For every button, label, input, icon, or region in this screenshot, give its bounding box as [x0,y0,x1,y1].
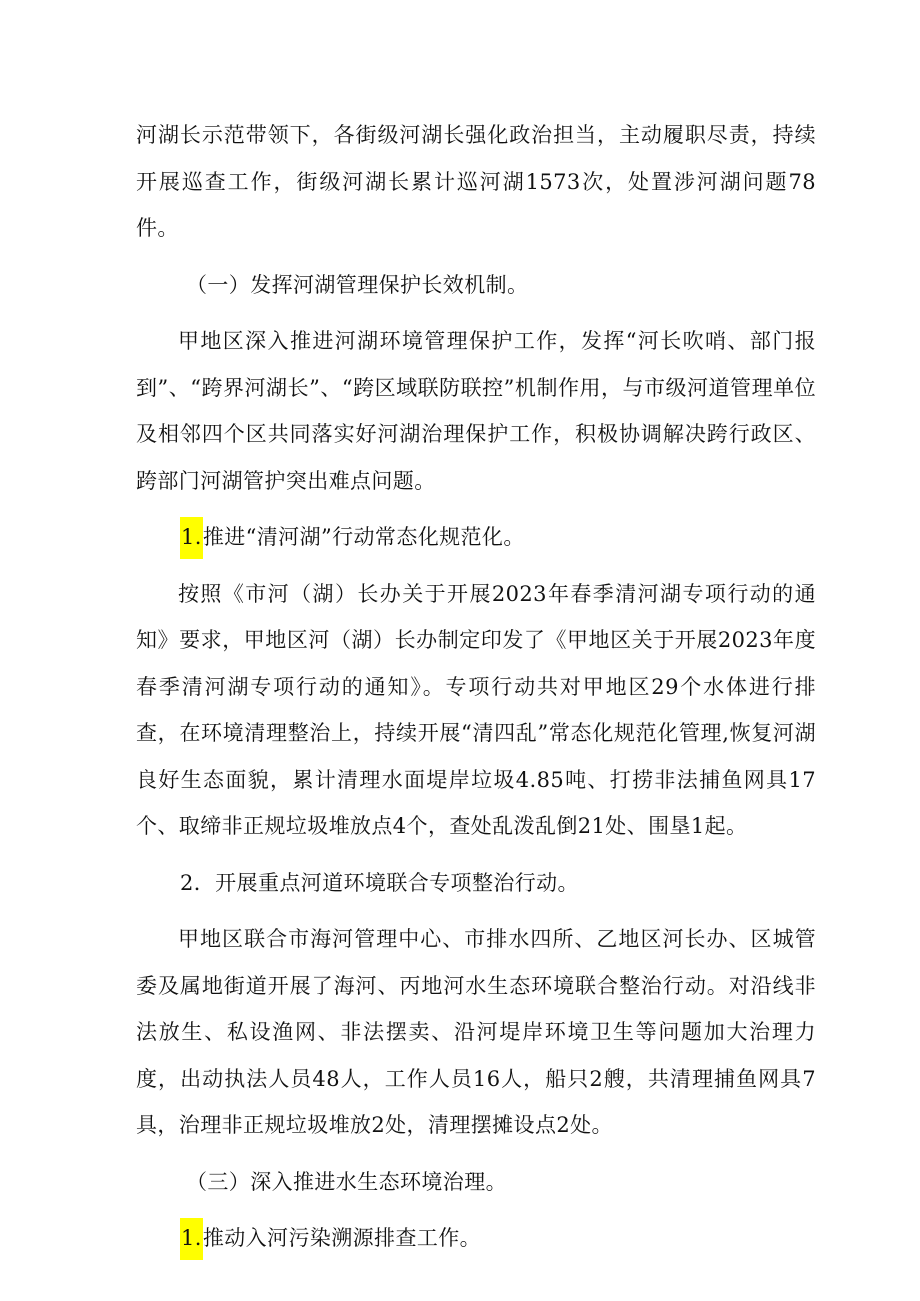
section-heading-ecology: （三）深入推进水生态环境治理。 [186,1169,507,1194]
subheading-joint-rectification: 2．开展重点河道环境联合专项整治行动。 [180,870,579,895]
paragraph-patrol-summary: 河湖长示范带领下，各街级河湖长强化政治担当，主动履职尽责，持续开展巡查工作，街级河湖长累计巡河湖1573次，处置涉河湖问题78件。 [136,123,816,240]
subheading-text: 推动入河污染溯源排查工作。 [202,1226,482,1250]
subheading-pollution-tracing [136,1215,816,1262]
highlighted-number: 1. [180,1218,203,1260]
section-heading-mechanism: （一）发挥河湖管理保护长效机制。 [186,272,529,297]
paragraph-clean-rivers-action: 按照《市河（湖）长办关于开展2023年春季清河湖专项行动的通知》要求，甲地区河（湖）长办制定印发了《甲地区关于开展2023年度春季清河湖专项行动的通知》。专项行动共对甲地区29个水体进行排查，在环境清理整治上，持续开展“清四乱”常态化规范化管理,恢复河湖良好生态面貌，累计清理水面堤岸垃圾4.85吨、打捞非法捕鱼网具17个、取缔非正规垃圾堆放点4个，查处乱泼乱倒21处、围垦1起。 [136,581,816,838]
paragraph-joint-rectification: 甲地区联合市海河管理中心、市排水四所、乙地区河长办、区城管委及属地街道开展了海河、丙地河水生态环境联合整治行动。对沿线非法放生、私设渔网、非法摆卖、沿河堤岸环境卫生等问题加大治理力度，出动执法人员48人，工作人员16人，船只2艘，共清理捕鱼网具7具，治理非正规垃圾堆放2处，清理摆摊设点2处。 [136,927,816,1137]
paragraph-mechanism: 甲地区深入推进河湖环境管理保护工作，发挥“河长吹哨、部门报到”、“跨界河湖长”、“跨区域联防联控”机制作用，与市级河道管理单位及相邻四个区共同落实好河湖治理保护工作，积极协调解决跨行政区、跨部门河湖管护突出难点问题。 [136,329,816,493]
document-body [136,112,816,1262]
subheading-clean-rivers [136,514,816,561]
highlighted-number: 1. [180,517,203,559]
subheading-text: 推进“清河湖”行动常态化规范化。 [202,525,525,549]
